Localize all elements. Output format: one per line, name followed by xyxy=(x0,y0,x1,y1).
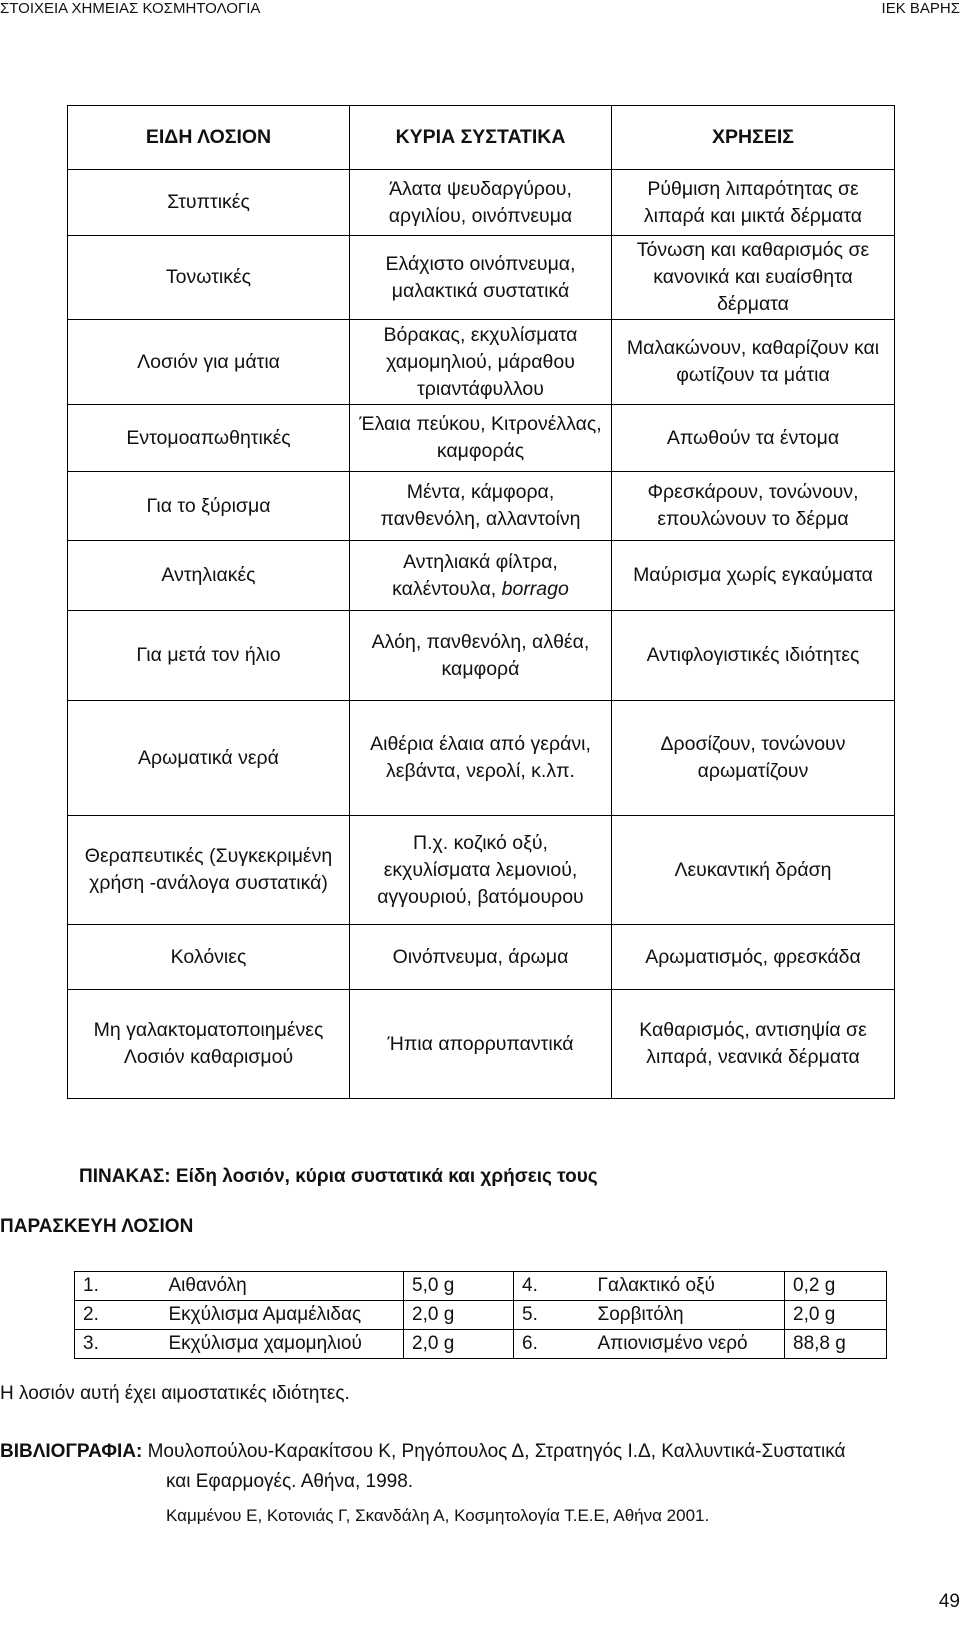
bibliography-entry-1-line-1: Μουλοπούλου-Καρακίτσου Κ, Ρηγόπουλος Δ, Στρατηγός Ι.Δ, Καλλυντικά-Συστατικά xyxy=(147,1441,846,1462)
cell-type: Για μετά τον ήλιο xyxy=(68,611,350,701)
cell-ingredients: Π.χ. κοζικό οξύ, εκχυλίσματα λεμονιού, αγγουριού, βατόμουρου xyxy=(350,816,612,925)
cell-uses: Μαλακώνουν, καθαρίζουν και φωτίζουν τα μάτια xyxy=(612,320,895,405)
bibliography-label: ΒΙΒΛΙΟΓΡΑΦΙΑ: xyxy=(0,1441,143,1462)
ingredients-italic-text: borrago xyxy=(501,577,569,600)
header-lotion-types: ΕΙΔΗ ΛΟΣΙΟΝ xyxy=(68,106,350,170)
item-name: Εκχύλισμα Αμαμέλιδας xyxy=(161,1301,404,1330)
cell-uses: Φρεσκάρουν, τονώνουν, επουλώνουν το δέρμα xyxy=(612,472,895,541)
cell-ingredients: Έλαια πεύκου, Κιτρονέλλας, καμφοράς xyxy=(350,405,612,472)
table-row xyxy=(68,611,895,701)
item-number: 2. xyxy=(75,1301,161,1330)
cell-type: Λοσιόν για μάτια xyxy=(68,320,350,405)
table-row xyxy=(68,236,895,320)
cell-uses: Λευκαντική δράση xyxy=(612,816,895,925)
cell-type: Αντηλιακές xyxy=(68,541,350,611)
running-header-right: ΙΕΚ ΒΑΡΗΣ xyxy=(881,0,960,17)
item-number: 3. xyxy=(75,1330,161,1359)
cell-uses: Αντιφλογιστικές ιδιότητες xyxy=(612,611,895,701)
table-row xyxy=(68,170,895,236)
bibliography-entry-1-line-2: και Εφαρμογές. Αθήνα, 1998. xyxy=(166,1471,414,1492)
ingredients-text: Αντηλιακά φίλτρα, καλέντουλα, xyxy=(392,550,558,600)
item-quantity: 2,0 g xyxy=(404,1330,514,1359)
cell-type: Στυπτικές xyxy=(68,170,350,236)
cell-ingredients: Αλόη, πανθενόλη, αλθέα, καμφορά xyxy=(350,611,612,701)
item-quantity: 2,0 g xyxy=(404,1301,514,1330)
lotion-types-table xyxy=(67,105,895,1099)
preparation-title: ΠΑΡΑΣΚΕΥΗ ΛΟΣΙΟΝ xyxy=(0,1216,194,1237)
note-text: Η λοσιόν αυτή έχει αιμοστατικές ιδιότητες. xyxy=(0,1383,350,1404)
cell-type: Αρωματικά νερά xyxy=(68,701,350,816)
table-row xyxy=(68,925,895,990)
header-main-ingredients: ΚΥΡΙΑ ΣΥΣΤΑΤΙΚΑ xyxy=(350,106,612,170)
table-row xyxy=(68,320,895,405)
cell-ingredients: Μέντα, κάμφορα, πανθενόλη, αλλαντοίνη xyxy=(350,472,612,541)
table-row xyxy=(75,1330,887,1359)
item-number: 1. xyxy=(75,1272,161,1301)
cell-ingredients xyxy=(350,541,612,611)
item-name: Αιθανόλη xyxy=(161,1272,404,1301)
cell-type: Θεραπευτικές (Συγκεκριμένη χρήση -ανάλογα συστατικά) xyxy=(68,816,350,925)
cell-ingredients: Βόρακας, εκχυλίσματα χαμομηλιού, μάραθου τριαντάφυλλου xyxy=(350,320,612,405)
item-number: 5. xyxy=(514,1301,590,1330)
item-number: 4. xyxy=(514,1272,590,1301)
cell-uses: Καθαρισμός, αντισηψία σε λιπαρά, νεανικά δέρματα xyxy=(612,990,895,1099)
page-number: 49 xyxy=(938,1591,960,1612)
table-row xyxy=(68,541,895,611)
table-row xyxy=(68,816,895,925)
table-row xyxy=(68,405,895,472)
table-row xyxy=(75,1301,887,1330)
item-quantity: 5,0 g xyxy=(404,1272,514,1301)
running-header-left: ΣΤΟΙΧΕΙΑ ΧΗΜΕΙΑΣ ΚΟΣΜΗΤΟΛΟΓΙΑ xyxy=(0,0,261,17)
cell-uses: Απωθούν τα έντομα xyxy=(612,405,895,472)
table-row xyxy=(68,472,895,541)
cell-ingredients: Ελάχιστο οινόπνευμα, μαλακτικά συστατικά xyxy=(350,236,612,320)
bibliography xyxy=(0,1437,846,1467)
cell-ingredients: Ήπια απορρυπαντικά xyxy=(350,990,612,1099)
cell-uses: Δροσίζουν, τονώνουν αρωματίζουν xyxy=(612,701,895,816)
item-name: Εκχύλισμα χαμομηλιού xyxy=(161,1330,404,1359)
cell-uses: Ρύθμιση λιπαρότητας σε λιπαρά και μικτά δέρματα xyxy=(612,170,895,236)
table-caption: ΠΙΝΑΚΑΣ: Είδη λοσιόν, κύρια συστατικά και χρήσεις τους xyxy=(79,1166,598,1187)
cell-type: Τονωτικές xyxy=(68,236,350,320)
item-name: Γαλακτικό οξύ xyxy=(590,1272,785,1301)
cell-type: Κολόνιες xyxy=(68,925,350,990)
item-name: Σορβιτόλη xyxy=(590,1301,785,1330)
table-row xyxy=(68,701,895,816)
cell-ingredients: Άλατα ψευδαργύρου, αργιλίου, οινόπνευμα xyxy=(350,170,612,236)
item-name: Απιονισμένο νερό xyxy=(590,1330,785,1359)
cell-type: Εντομοαπωθητικές xyxy=(68,405,350,472)
item-quantity: 2,0 g xyxy=(785,1301,887,1330)
cell-uses: Μαύρισμα χωρίς εγκαύματα xyxy=(612,541,895,611)
cell-type: Μη γαλακτοματοποιημένες Λοσιόν καθαρισμού xyxy=(68,990,350,1099)
item-quantity: 0,2 g xyxy=(785,1272,887,1301)
preparation-ingredients-table xyxy=(74,1271,887,1359)
cell-uses: Τόνωση και καθαρισμός σε κανονικά και ευαίσθητα δέρματα xyxy=(612,236,895,320)
table-row xyxy=(75,1272,887,1301)
cell-ingredients: Αιθέρια έλαια από γεράνι, λεβάντα, νερολί, κ.λπ. xyxy=(350,701,612,816)
item-quantity: 88,8 g xyxy=(785,1330,887,1359)
cell-ingredients: Οινόπνευμα, άρωμα xyxy=(350,925,612,990)
header-uses: ΧΡΗΣΕΙΣ xyxy=(612,106,895,170)
cell-type: Για το ξύρισμα xyxy=(68,472,350,541)
cell-uses: Αρωματισμός, φρεσκάδα xyxy=(612,925,895,990)
bibliography-entry-2: Καμμένου Ε, Κοτονιάς Γ, Σκανδάλη Α, Κοσμητολογία Τ.Ε.Ε, Αθήνα 2001. xyxy=(166,1506,710,1525)
table-row xyxy=(68,990,895,1099)
item-number: 6. xyxy=(514,1330,590,1359)
table-header-row xyxy=(68,106,895,170)
